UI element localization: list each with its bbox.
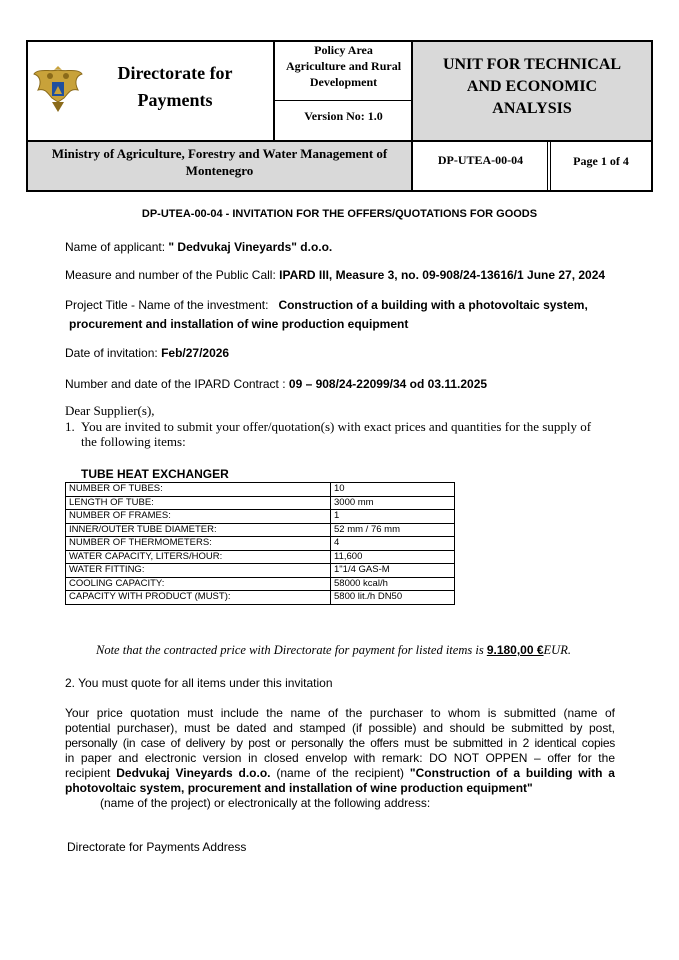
applicant-line	[65, 240, 332, 254]
spec-table	[65, 482, 455, 605]
table-row: LENGTH OF TUBE: 3000 mm	[66, 496, 455, 510]
date-value: Feb/27/2026	[161, 346, 230, 360]
project-value: Construction of a building with a photovoltaic system,	[278, 298, 588, 312]
price-note: Note that the contracted price with Directorate for payment for listed items is 9.180,00 €EUR.	[96, 643, 571, 657]
item-1-number: 1.	[65, 419, 75, 434]
project-label: Project Title - Name of the investment:	[65, 298, 269, 312]
header-divider	[275, 100, 412, 101]
version-number: Version No: 1.0	[304, 109, 383, 123]
montenegro-coat-of-arms	[30, 60, 86, 116]
item-2: 2. You must quote for all items under this invitation	[65, 676, 333, 690]
date-line	[65, 346, 229, 360]
ministry-name: Ministry of Agriculture, Forestry and Water Management of Montenegro	[51, 146, 388, 178]
policy-area: Policy Area Agriculture and Rural Development	[285, 43, 402, 89]
table-row: CAPACITY WITH PRODUCT (MUST): 5800 lit./h DN50	[66, 591, 455, 605]
table-row: WATER FITTING: 1"1/4 GAS-M	[66, 564, 455, 578]
contract-price: 9.180,00 €	[486, 643, 544, 657]
contract-label: Number and date of the IPARD Contract :	[65, 377, 289, 391]
directorate-title: Directorate for Payments	[117, 63, 233, 110]
table-row: NUMBER OF TUBES: 10	[66, 483, 455, 497]
table-title: TUBE HEAT EXCHANGER	[81, 467, 229, 481]
table-row: NUMBER OF FRAMES: 1	[66, 510, 455, 524]
unit-title: UNIT FOR TECHNICAL AND ECONOMIC ANALYSIS	[442, 56, 622, 117]
project-line	[65, 296, 588, 334]
page-number: Page 1 of 4	[573, 154, 629, 168]
submission-paragraph: Your price quotation must include the name of the purchaser to whom is submitted (name of potential purchaser), must be dated and stamped (if possible) and should be submitted by post, personally (in case of delivery by post or personally the offers must be submitted in 2 identical copies in paper and electronic version in closed envelop with remark: DO NOT OPPEN – offer for the recipient Dedvukaj Vineyards d.o.o. (name of the recipient) "Construction of a building with a photovoltaic system, procurement and installation of wine production equipment" (name of the project) or electronically at the following address:	[65, 706, 615, 810]
address-label: Directorate for Payments Address	[67, 840, 247, 854]
applicant-value: " Dedvukaj Vineyards" d.o.o.	[168, 240, 333, 254]
doc-code: DP-UTEA-00-04	[437, 153, 524, 167]
document-title: DP-UTEA-00-04 - INVITATION FOR THE OFFERS/QUOTATIONS FOR GOODS	[141, 208, 538, 220]
header-divider	[273, 40, 275, 141]
contract-line	[65, 377, 487, 391]
item-1-text: You are invited to submit your offer/quotation(s) with exact prices and quantities for the supply of the following items:	[81, 419, 592, 449]
table-row: COOLING CAPACITY: 58000 kcal/h	[66, 577, 455, 591]
table-row: WATER CAPACITY, LITERS/HOUR: 11,600	[66, 550, 455, 564]
salutation: Dear Supplier(s),	[65, 403, 155, 418]
applicant-label: Name of applicant:	[65, 240, 169, 254]
measure-value: IPARD III, Measure 3, no. 09-908/24-13616/1 June 27, 2024	[279, 268, 606, 282]
project-value-cont: procurement and installation of wine production equipment	[69, 317, 409, 331]
table-row: NUMBER OF THERMOMETERS: 4	[66, 537, 455, 551]
contract-value: 09 – 908/24-22099/34 od 03.11.2025	[288, 377, 488, 391]
date-label: Date of invitation:	[65, 346, 162, 360]
measure-line	[65, 268, 605, 282]
table-row: INNER/OUTER TUBE DIAMETER: 52 mm / 76 mm	[66, 523, 455, 537]
measure-label: Measure and number of the Public Call:	[65, 268, 280, 282]
